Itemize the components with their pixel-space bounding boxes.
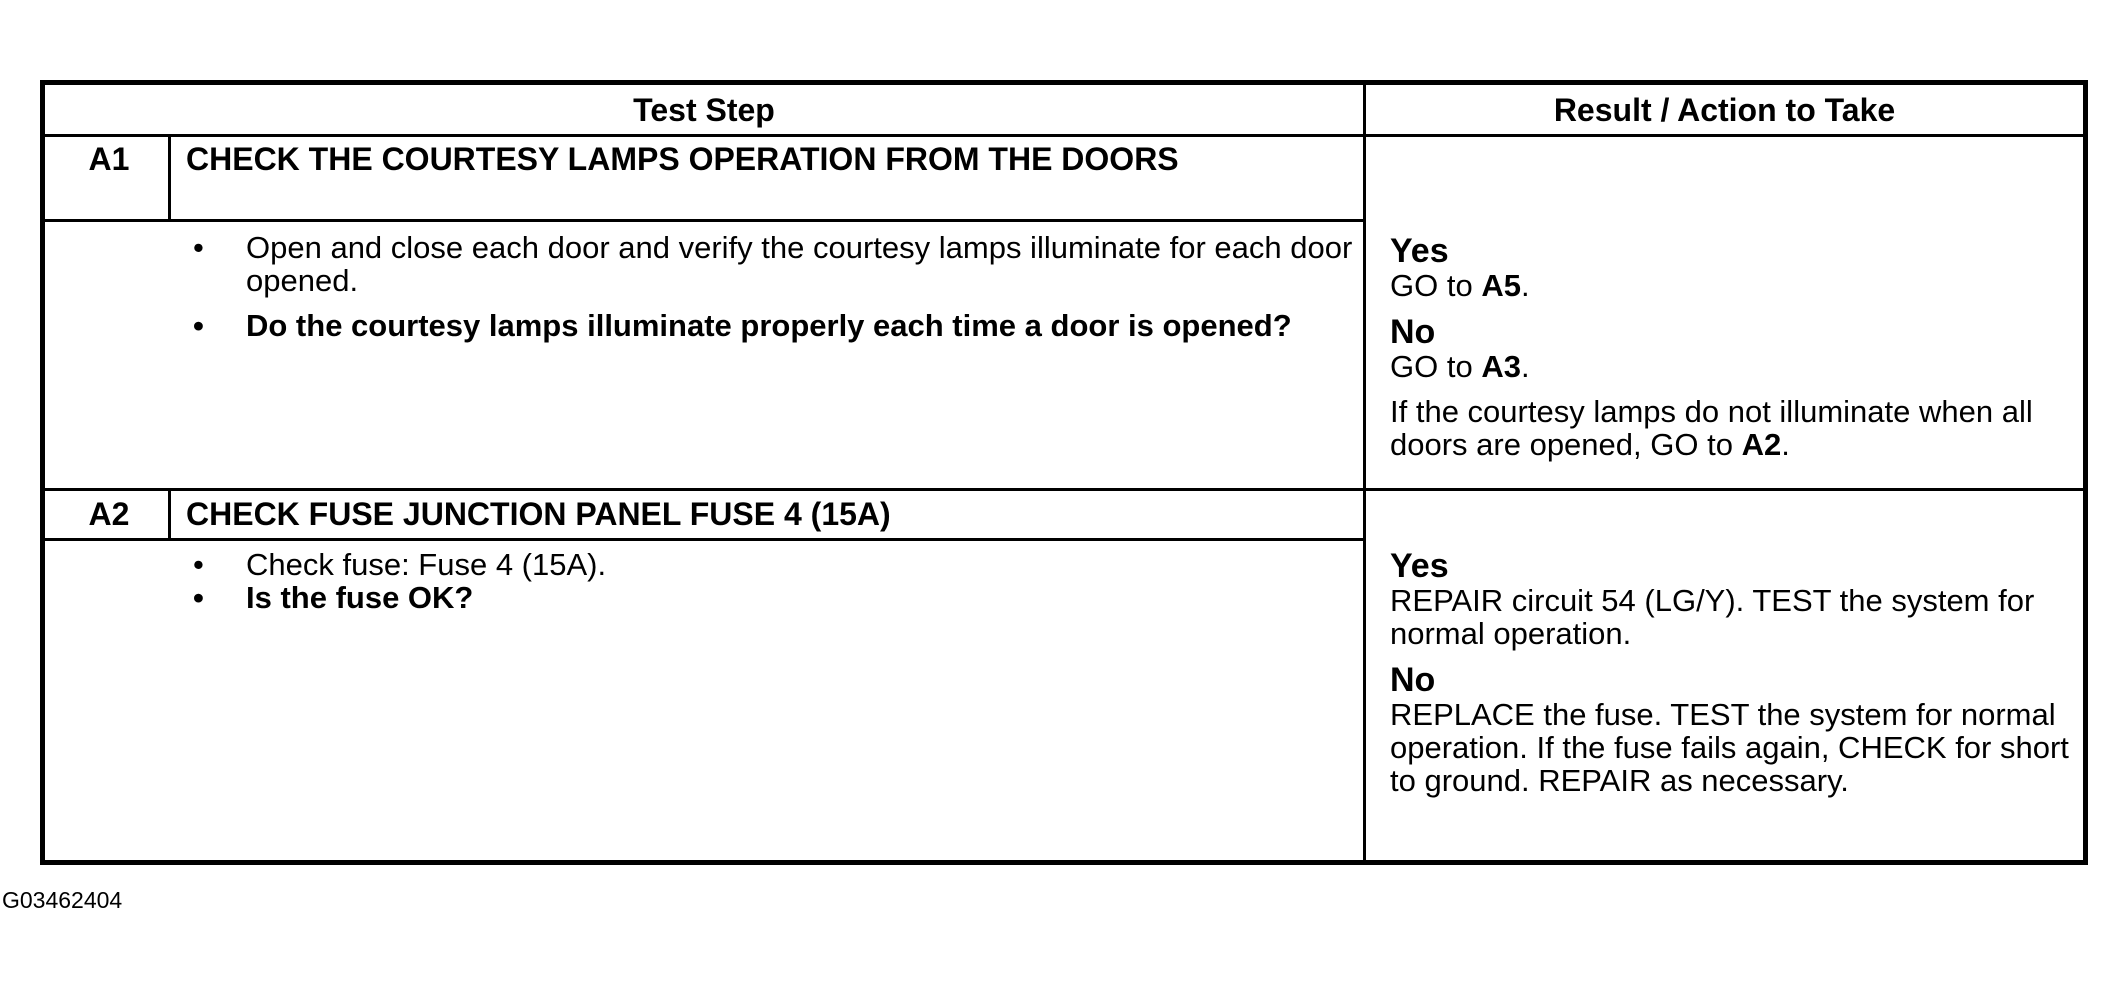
instruction-item <box>186 231 1396 297</box>
result-yes-a2 <box>1390 548 2070 650</box>
bullet-icon: • <box>193 230 204 265</box>
step-id-a2: A2 <box>88 496 130 532</box>
goto-target: A5 <box>1481 268 1521 303</box>
result-yes-label: Yes <box>1390 547 1449 585</box>
action-suffix: . <box>1520 349 1530 384</box>
goto-target: A3 <box>1481 349 1521 384</box>
a2-title-divider <box>45 538 1365 541</box>
result-no-a1 <box>1390 314 2070 383</box>
diagnostic-table <box>40 80 2088 865</box>
step-title-a2: CHECK FUSE JUNCTION PANEL FUSE 4 (15A) <box>186 496 891 532</box>
a1-title-divider <box>45 219 1365 222</box>
step-title-a1: CHECK THE COURTESY LAMPS OPERATION FROM THE DOORS <box>186 141 1179 177</box>
result-yes-a1 <box>1390 233 2070 302</box>
note-text: If the courtesy lamps do not illuminate when all doors are opened, GO to <box>1390 394 2033 462</box>
goto-target: A2 <box>1741 427 1782 462</box>
bullet-icon: • <box>193 308 204 343</box>
question-text: Do the courtesy lamps illuminate properly each time a door is opened? <box>246 308 1292 343</box>
result-yes-action: REPAIR circuit 54 (LG/Y). TEST the system for normal operation. <box>1390 583 2035 651</box>
instruction-text: Open and close each door and verify the courtesy lamps illuminate for each door opened. <box>246 230 1353 298</box>
result-no-label: No <box>1390 313 1436 351</box>
step-instructions-a2 <box>186 548 1396 626</box>
instruction-text: Check fuse: Fuse 4 (15A). <box>246 547 607 582</box>
column-divider <box>1363 85 1366 860</box>
results-a2 <box>1390 548 2070 809</box>
step-id-a1: A1 <box>88 141 130 177</box>
action-text: GO to <box>1390 268 1482 303</box>
question-text: Is the fuse OK? <box>246 580 474 615</box>
result-yes-action <box>1390 269 2070 302</box>
figure-code: G03462404 <box>2 887 123 913</box>
result-no-action <box>1390 350 2070 383</box>
action-text: GO to <box>1390 349 1482 384</box>
action-suffix: . <box>1520 268 1530 303</box>
step-divider <box>45 488 2083 491</box>
result-no-label: No <box>1390 661 1436 699</box>
instruction-question <box>186 581 1396 614</box>
bullet-icon: • <box>193 580 204 615</box>
step-instructions-a1 <box>186 231 1396 354</box>
instruction-question <box>186 309 1396 342</box>
instruction-item <box>186 548 1396 581</box>
header-test-step: Test Step <box>633 91 775 128</box>
result-note-a1 <box>1390 395 2070 461</box>
result-no-a2 <box>1390 662 2070 797</box>
results-a1 <box>1390 233 2070 461</box>
result-yes-label: Yes <box>1390 232 1449 270</box>
note-suffix: . <box>1781 427 1790 462</box>
header-result-action: Result / Action to Take <box>1553 91 1896 128</box>
bullet-icon: • <box>193 547 204 582</box>
result-no-action: REPLACE the fuse. TEST the system for normal operation. If the fuse fails again, CHECK for short to ground. REPAIR as necessary. <box>1390 697 2069 798</box>
